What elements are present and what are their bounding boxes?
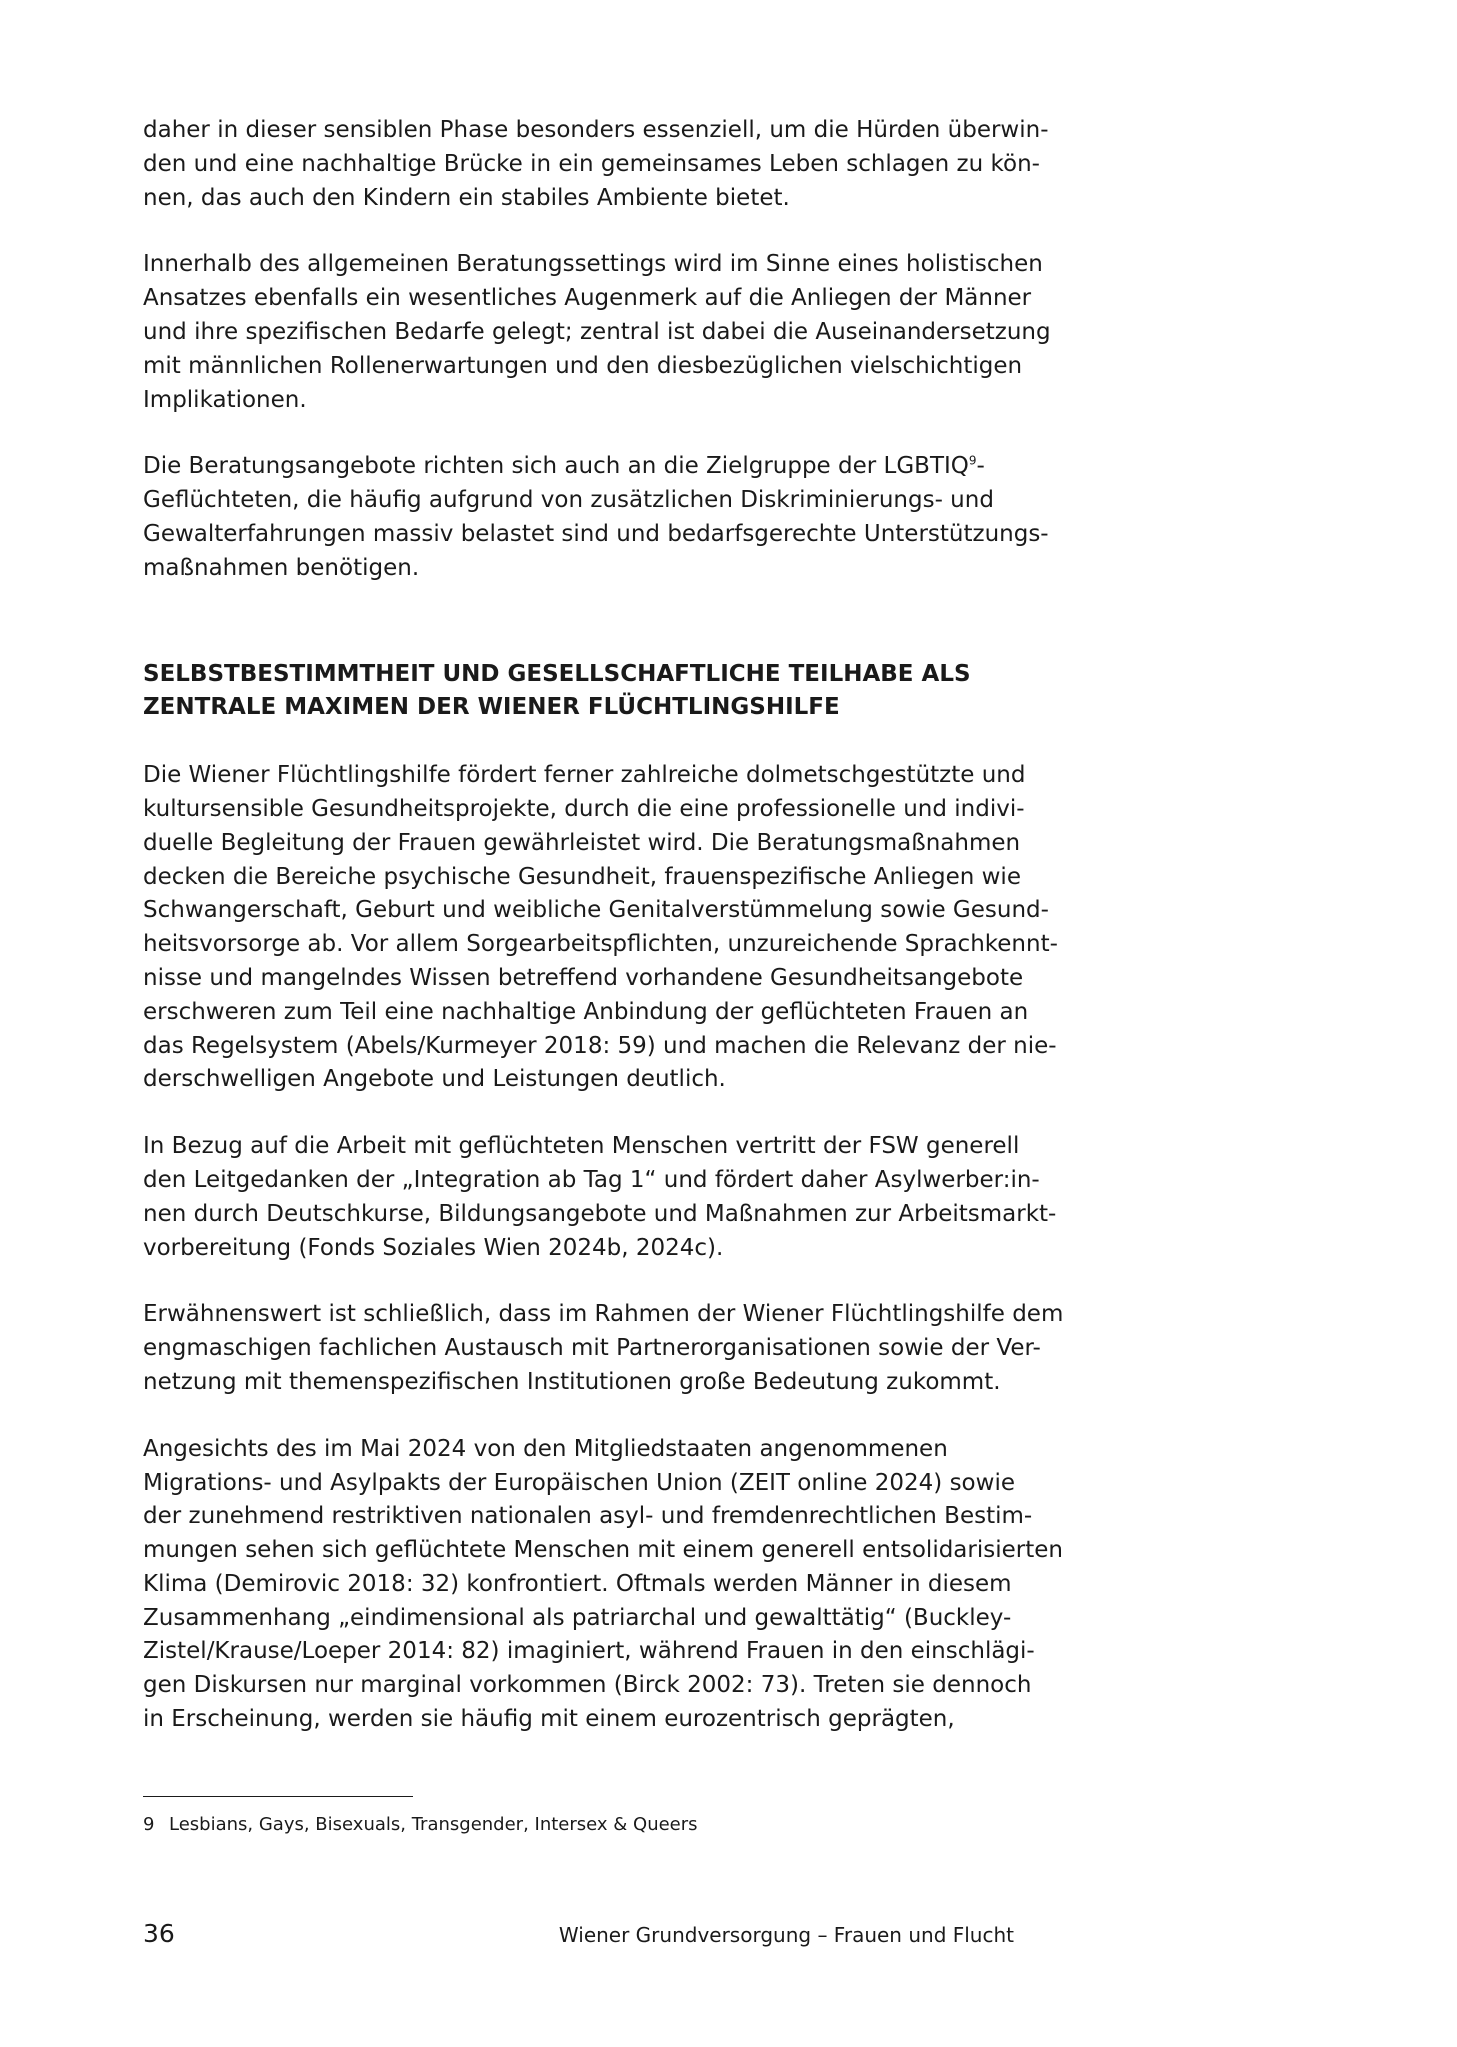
- paragraph-7: [143, 1433, 1063, 1737]
- text-line: und ihre spezifischen Bedarfe gelegt; zentral ist dabei die Auseinandersetzung: [143, 318, 1051, 345]
- text-line: nisse und mangelndes Wissen betreffend vorhandene Gesundheitsangebote: [143, 964, 1024, 991]
- section-heading: [143, 658, 1013, 726]
- text-line: In Bezug auf die Arbeit mit geflüchteten Menschen vertritt der FSW generell: [143, 1133, 1020, 1160]
- text-line: Zusammenhang „eindimensional als patriarchal und gewalttätig“ (Buckley-: [143, 1604, 1012, 1631]
- footnote-reference[interactable]: 9: [968, 453, 977, 468]
- text-line: den Leitgedanken der „Integration ab Tag 1“ und fördert daher Asylwerber:in-: [143, 1166, 1040, 1193]
- paragraph-5: [143, 1130, 1057, 1265]
- text-line: Geflüchteten, die häufig aufgrund von zusätzlichen Diskriminierungs- und: [143, 487, 994, 514]
- text-fragment: Die Beratungsangebote richten sich auch an die Zielgruppe der LGBTIQ: [143, 453, 969, 480]
- text-line: Schwangerschaft, Geburt und weibliche Genitalverstümmelung sowie Gesund-: [143, 897, 1049, 924]
- footnote-divider: [143, 1796, 413, 1797]
- running-title: Wiener Grundversorgung – Frauen und Flucht: [558, 1923, 1014, 1947]
- page-number: 36: [143, 1919, 175, 1948]
- text-line: Klima (Demirovic 2018: 32) konfrontiert. Oftmals werden Männer in diesem: [143, 1570, 1012, 1597]
- footnote: [143, 1813, 698, 1837]
- heading-line: ZENTRALE MAXIMEN DER WIENER FLÜCHTLINGSHILFE: [143, 694, 840, 721]
- text-line: mit männlichen Rollenerwartungen und den diesbezüglichen vielschichtigen: [143, 352, 1023, 379]
- text-line: Innerhalb des allgemeinen Beratungssettings wird im Sinne eines holistischen: [143, 251, 1043, 278]
- text-line: Die Wiener Flüchtlingshilfe fördert ferner zahlreiche dolmetschgestützte und: [143, 762, 1026, 789]
- text-line: Migrations- und Asylpakts der Europäischen Union (ZEIT online 2024) sowie: [143, 1469, 1015, 1496]
- text-line: Ansatzes ebenfalls ein wesentliches Augenmerk auf die Anliegen der Männer: [143, 285, 1032, 312]
- text-line: den und eine nachhaltige Brücke in ein gemeinsames Leben schlagen zu kön-: [143, 150, 1040, 177]
- text-line: in Erscheinung, werden sie häufig mit einem eurozentrisch geprägten,: [143, 1706, 955, 1733]
- text-line: Implikationen.: [143, 386, 307, 413]
- text-line: nen durch Deutschkurse, Bildungsangebote und Maßnahmen zur Arbeitsmarkt-: [143, 1200, 1057, 1227]
- main-text: [143, 114, 1064, 1770]
- text-line: vorbereitung (Fonds Soziales Wien 2024b, 2024c).: [143, 1234, 724, 1261]
- paragraph-6: [143, 1298, 1064, 1399]
- text-line: engmaschigen fachlichen Austausch mit Partnerorganisationen sowie der Ver-: [143, 1335, 1041, 1362]
- text-line: nen, das auch den Kindern ein stabiles Ambiente bietet.: [143, 184, 790, 211]
- text-line: derschwelligen Angebote und Leistungen deutlich.: [143, 1066, 726, 1093]
- text-line: netzung mit themenspezifischen Institutionen große Bedeutung zukommt.: [143, 1368, 1001, 1395]
- text-line: mungen sehen sich geflüchtete Menschen mit einem generell entsolidarisierten: [143, 1537, 1063, 1564]
- text-line: [143, 450, 1013, 484]
- text-line: Angesichts des im Mai 2024 von den Mitgliedstaaten angenommenen: [143, 1435, 948, 1462]
- text-line: der zunehmend restriktiven nationalen asyl- und fremdenrechtlichen Bestim-: [143, 1503, 1033, 1530]
- footnote-number: 9: [143, 1814, 155, 1835]
- text-line: daher in dieser sensiblen Phase besonders essenziell, um die Hürden überwin-: [143, 117, 1049, 143]
- footnote-text: Lesbians, Gays, Bisexuals, Transgender, Intersex & Queers: [169, 1814, 698, 1835]
- paragraph-2: [143, 248, 1051, 417]
- paragraph-1: [143, 114, 1049, 215]
- text-line: heitsvorsorge ab. Vor allem Sorgearbeitspflichten, unzureichende Sprachkennt-: [143, 931, 1058, 958]
- paragraph-4: [143, 759, 1058, 1097]
- text-line: duelle Begleitung der Frauen gewährleistet wird. Die Beratungsmaßnahmen: [143, 829, 1021, 856]
- text-line: maßnahmen benötigen.: [143, 554, 420, 581]
- paragraph-3: [143, 450, 1049, 585]
- text-line: decken die Bereiche psychische Gesundheit, frauenspezifische Anliegen wie: [143, 863, 1021, 890]
- text-line: kultursensible Gesundheitsprojekte, durch die eine professionelle und indivi-: [143, 795, 1025, 822]
- text-line: Gewalterfahrungen massiv belastet sind und bedarfsgerechte Unterstützungs-: [143, 520, 1049, 547]
- heading-line: SELBSTBESTIMMTHEIT UND GESELLSCHAFTLICHE TEILHABE ALS: [143, 660, 971, 687]
- text-fragment: -: [976, 453, 985, 480]
- text-line: erschweren zum Teil eine nachhaltige Anbindung der geflüchteten Frauen an: [143, 998, 1029, 1025]
- text-line: das Regelsystem (Abels/Kurmeyer 2018: 59) und machen die Relevanz der nie-: [143, 1032, 1057, 1059]
- text-line: Erwähnenswert ist schließlich, dass im Rahmen der Wiener Flüchtlingshilfe dem: [143, 1301, 1064, 1328]
- text-line: gen Diskursen nur marginal vorkommen (Birck 2002: 73). Treten sie dennoch: [143, 1672, 1032, 1699]
- text-line: Zistel/Krause/Loeper 2014: 82) imaginiert, während Frauen in den einschlägi-: [143, 1638, 1035, 1665]
